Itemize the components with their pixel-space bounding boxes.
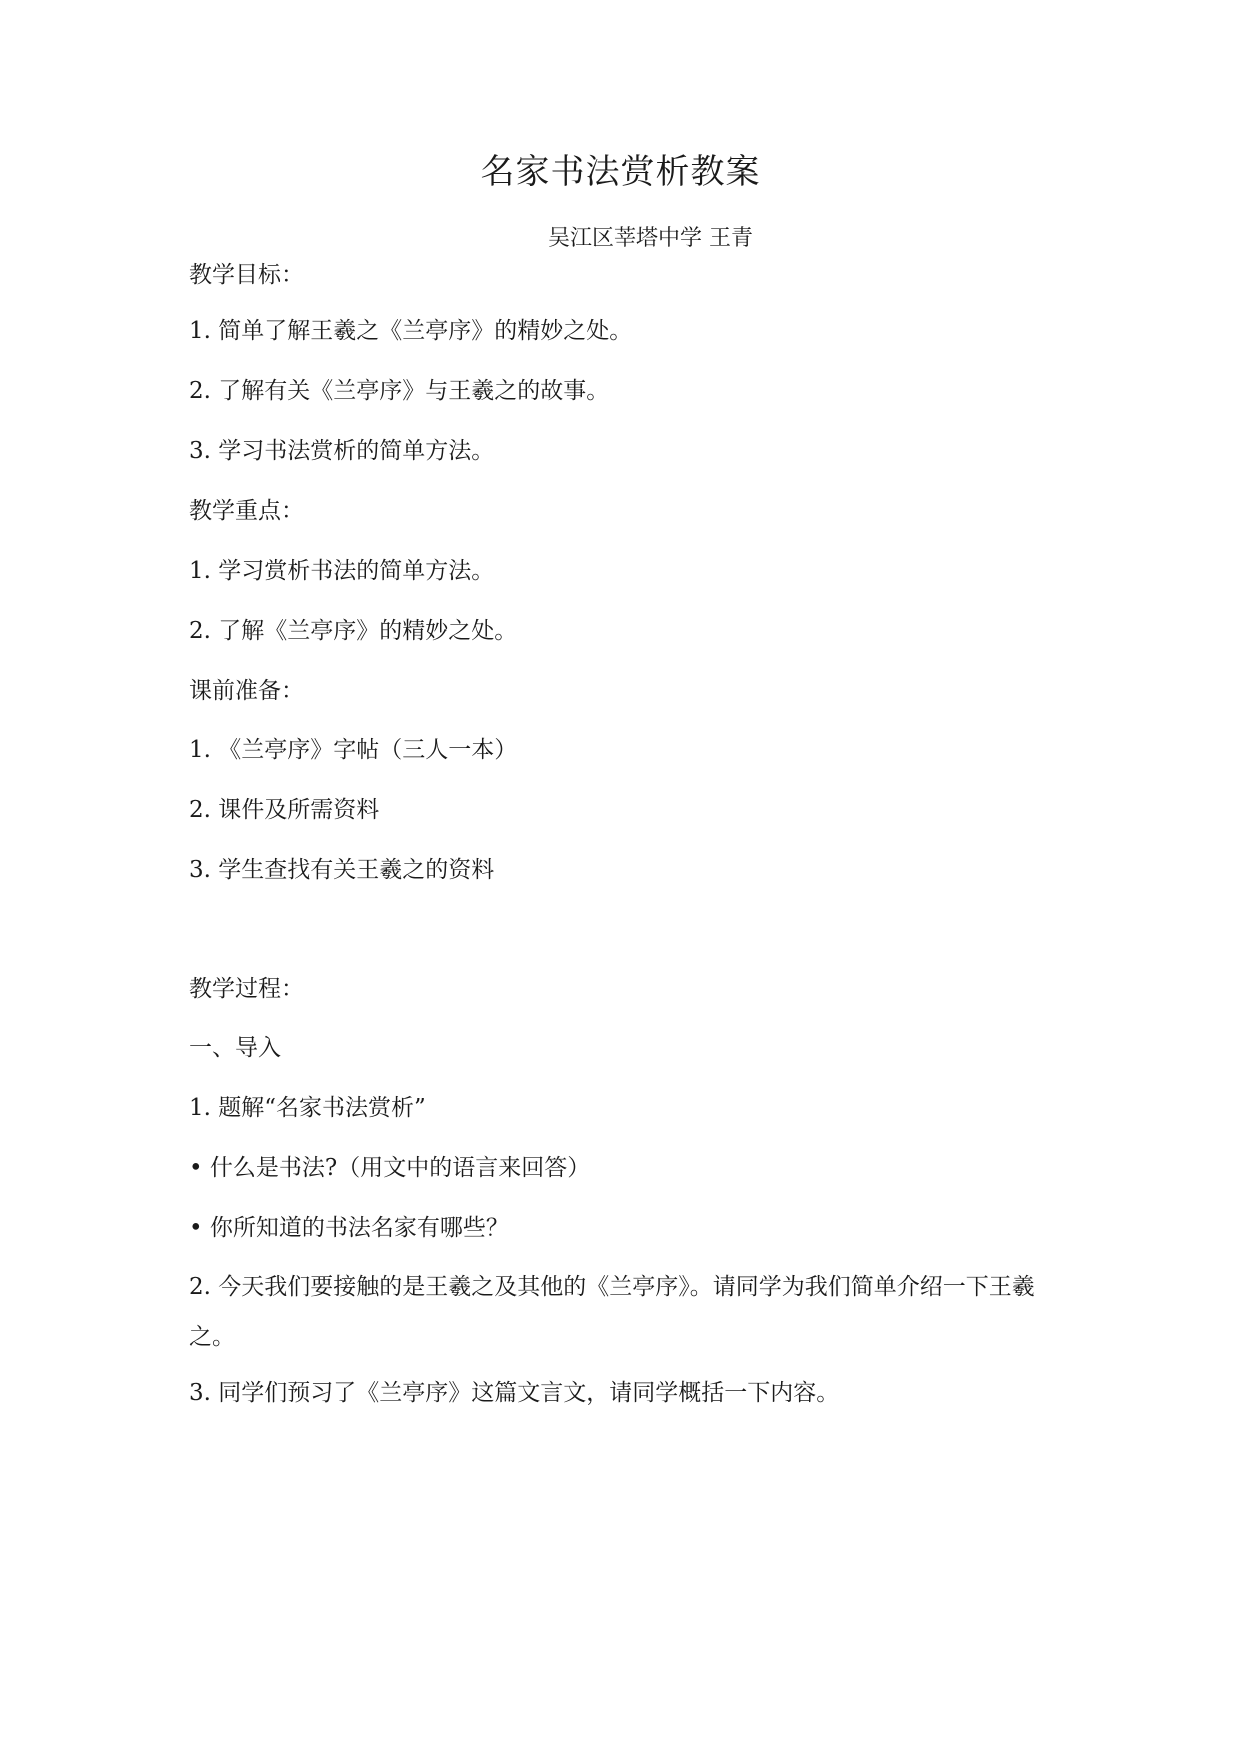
goal-item-3: 3. 学习书法赏析的简单方法。 xyxy=(189,438,495,464)
goal-item-1: 1. 简单了解王羲之《兰亭序》的精妙之处。 xyxy=(189,318,633,344)
intro-item-3: 3. 同学们预习了《兰亭序》这篇文言文，请同学概括一下内容。 xyxy=(189,1380,840,1406)
intro-bullet-2: • 你所知道的书法名家有哪些？ xyxy=(189,1215,509,1241)
process-heading: 教学过程： xyxy=(189,976,304,1002)
intro-item-2: 2. 今天我们要接触的是王羲之及其他的《兰亭序》。请同学为我们简单介绍一下王羲之。 xyxy=(189,1274,1035,1350)
author-line: 吴江区莘塔中学 王青 xyxy=(548,226,753,251)
document-title: 名家书法赏析教案 xyxy=(480,152,761,192)
goal-item-2: 2. 了解有关《兰亭序》与王羲之的故事。 xyxy=(189,378,610,404)
section-one-heading: 一、导入 xyxy=(189,1035,281,1061)
intro-item-1: 1. 题解“名家书法赏析” xyxy=(189,1095,426,1121)
intro-bullet-1: • 什么是书法?（用文中的语言来回答） xyxy=(189,1155,591,1181)
key-point-item-1: 1. 学习赏析书法的简单方法。 xyxy=(189,558,495,584)
goals-heading: 教学目标： xyxy=(189,262,304,288)
preparation-heading: 课前准备： xyxy=(189,678,304,704)
preparation-item-1: 1. 《兰亭序》字帖（三人一本） xyxy=(189,737,518,763)
preparation-item-3: 3. 学生查找有关王羲之的资料 xyxy=(189,857,495,883)
key-points-heading: 教学重点： xyxy=(189,498,304,524)
preparation-item-2: 2. 课件及所需资料 xyxy=(189,797,380,823)
key-point-item-2: 2. 了解《兰亭序》的精妙之处。 xyxy=(189,618,518,644)
